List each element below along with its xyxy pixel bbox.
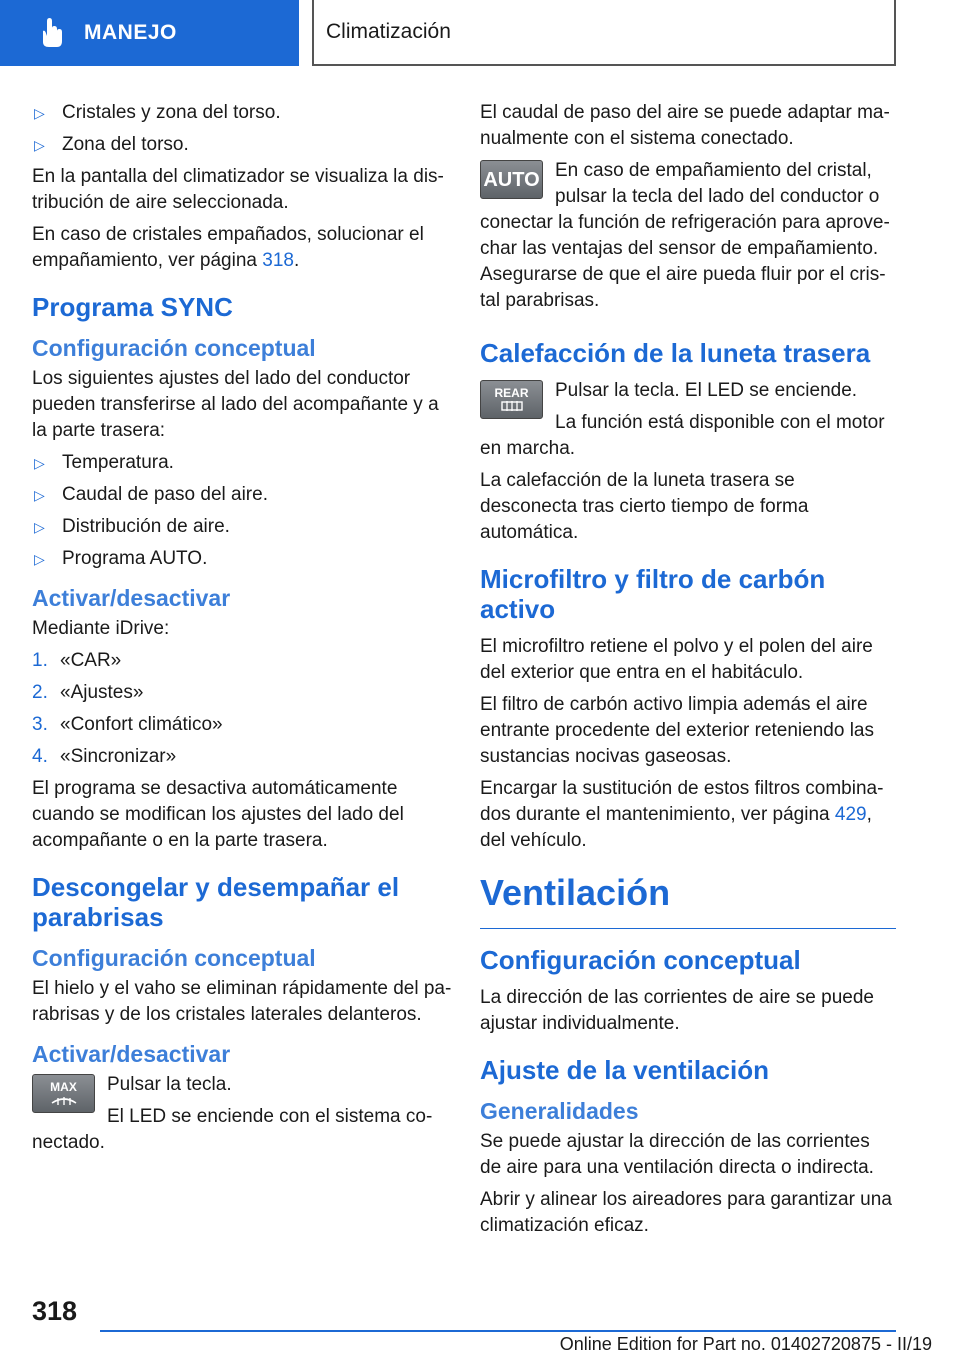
- step-item: 2. «Ajustes»: [32, 682, 144, 703]
- list-item: ▷ Cristales y zona del torso.: [32, 100, 452, 126]
- heading-filter: Microfiltro y filtro de carbón activo: [480, 564, 826, 624]
- paragraph: La calefacción de la luneta trasera se desconecta tras cierto tiempo de forma automática.: [480, 470, 809, 543]
- heading-rear-window: Calefacción de la luneta trasera: [480, 338, 871, 368]
- triangle-bullet-icon: ▷: [34, 487, 45, 503]
- triangle-bullet-icon: ▷: [34, 105, 45, 121]
- step-item: 3. «Confort climático»: [32, 714, 223, 735]
- section-tab-label: MANEJO: [84, 21, 177, 44]
- paragraph: Se puede ajustar la dirección de las corrientes de aire para una ventilación directa o indirecta.: [480, 1131, 874, 1178]
- footer-edition: Online Edition for Part no. 01402720875 - II/19: [559, 1334, 932, 1354]
- list-item: ▷ Caudal de paso del aire.: [32, 482, 452, 508]
- chapter-title: Climatización: [312, 0, 896, 66]
- footer-divider: [100, 1330, 896, 1332]
- list-item: ▷ Zona del torso.: [32, 132, 452, 158]
- triangle-bullet-icon: ▷: [34, 519, 45, 535]
- subheading-activate: Activar/desactivar: [32, 585, 231, 611]
- list-item: ▷ Temperatura.: [32, 450, 452, 476]
- page-link[interactable]: 318: [262, 250, 294, 271]
- subheading-general: Generalidades: [480, 1098, 639, 1124]
- paragraph: El programa se desactiva automáticamente cuando se modifican los ajustes del lado del acompañante o en la parte trasera.: [32, 778, 404, 851]
- paragraph: La dirección de las corrientes de aire se puede ajustar individualmente.: [480, 987, 874, 1034]
- page-number: 318: [32, 1296, 78, 1326]
- paragraph: Los siguientes ajustes del lado del conductor pueden transferirse al lado del acompañante y a la parte trasera:: [32, 368, 439, 441]
- paragraph: En caso de cristales empañados, solucionar el empañamiento, ver página 318.: [32, 224, 424, 271]
- heading-vent-concept: Configuración conceptual: [480, 945, 801, 975]
- paragraph: En la pantalla del climatizador se visualiza la dis-tribución de aire seleccionada.: [32, 166, 444, 213]
- page-header: [0, 0, 960, 66]
- step-item: 1. «CAR»: [32, 650, 122, 671]
- auto-key-instruction: AUTO En caso de empañamiento del cristal, pulsar la tecla del lado del conductor o conectar la función de refrigeración para aprove-char las ventajas del sensor de empañamiento. Asegurarse de que el aire pueda fluir por el cris-tal parabrisas.: [480, 160, 890, 311]
- heading-sync: Programa SYNC: [32, 292, 233, 322]
- heading-defrost: Descongelar y desempañar el parabrisas: [32, 872, 400, 932]
- paragraph: Abrir y alinear los aireadores para garantizar una climatización eficaz.: [480, 1189, 892, 1236]
- list-item: ▷ Distribución de aire.: [32, 514, 452, 540]
- paragraph: El hielo y el vaho se eliminan rápidamente del pa-rabrisas y de los cristales laterales delanteros.: [32, 978, 452, 1025]
- max-defrost-key-icon: MAX: [32, 1074, 95, 1113]
- rear-defrost-key-icon: REAR: [480, 380, 543, 419]
- subheading-concept: Configuración conceptual: [32, 335, 316, 361]
- paragraph: El filtro de carbón activo limpia además el aire entrante procedente del exterior reteniendo las sustancias nocivas gaseosas.: [480, 694, 874, 767]
- subheading-concept: Configuración conceptual: [32, 945, 316, 971]
- left-column: [32, 100, 452, 1162]
- rear-key-instruction: REAR Pulsar la tecla. El LED se enciende. La función está disponible con el motor en marcha.: [480, 380, 885, 459]
- paragraph: Mediante iDrive:: [32, 618, 170, 639]
- subheading-activate: Activar/desactivar: [32, 1041, 231, 1067]
- list-item: ▷ Programa AUTO.: [32, 546, 452, 572]
- right-column: [480, 100, 896, 1245]
- auto-key-icon: AUTO: [480, 160, 543, 199]
- triangle-bullet-icon: ▷: [34, 137, 45, 153]
- paragraph: El microfiltro retiene el polvo y el polen del aire del exterior que entra en el habitáculo.: [480, 636, 873, 683]
- step-item: 4. «Sincronizar»: [32, 746, 177, 767]
- hand-pointer-icon: [32, 13, 72, 53]
- page-link[interactable]: 429: [834, 804, 867, 825]
- heading-ventilation: Ventilación: [480, 872, 896, 929]
- paragraph: El caudal de paso del aire se puede adaptar ma-nualmente con el sistema conectado.: [480, 102, 890, 149]
- triangle-bullet-icon: ▷: [34, 551, 45, 567]
- paragraph: Encargar la sustitución de estos filtros combina-dos durante el mantenimiento, ver página 429, del vehículo.: [480, 778, 884, 851]
- heading-vent-adjust: Ajuste de la ventilación: [480, 1055, 769, 1085]
- max-key-instruction: MAX Pulsar la tecla. El LED se enciende con el sistema co-nectado.: [32, 1074, 433, 1153]
- section-tab-drive: [0, 0, 299, 66]
- triangle-bullet-icon: ▷: [34, 455, 45, 471]
